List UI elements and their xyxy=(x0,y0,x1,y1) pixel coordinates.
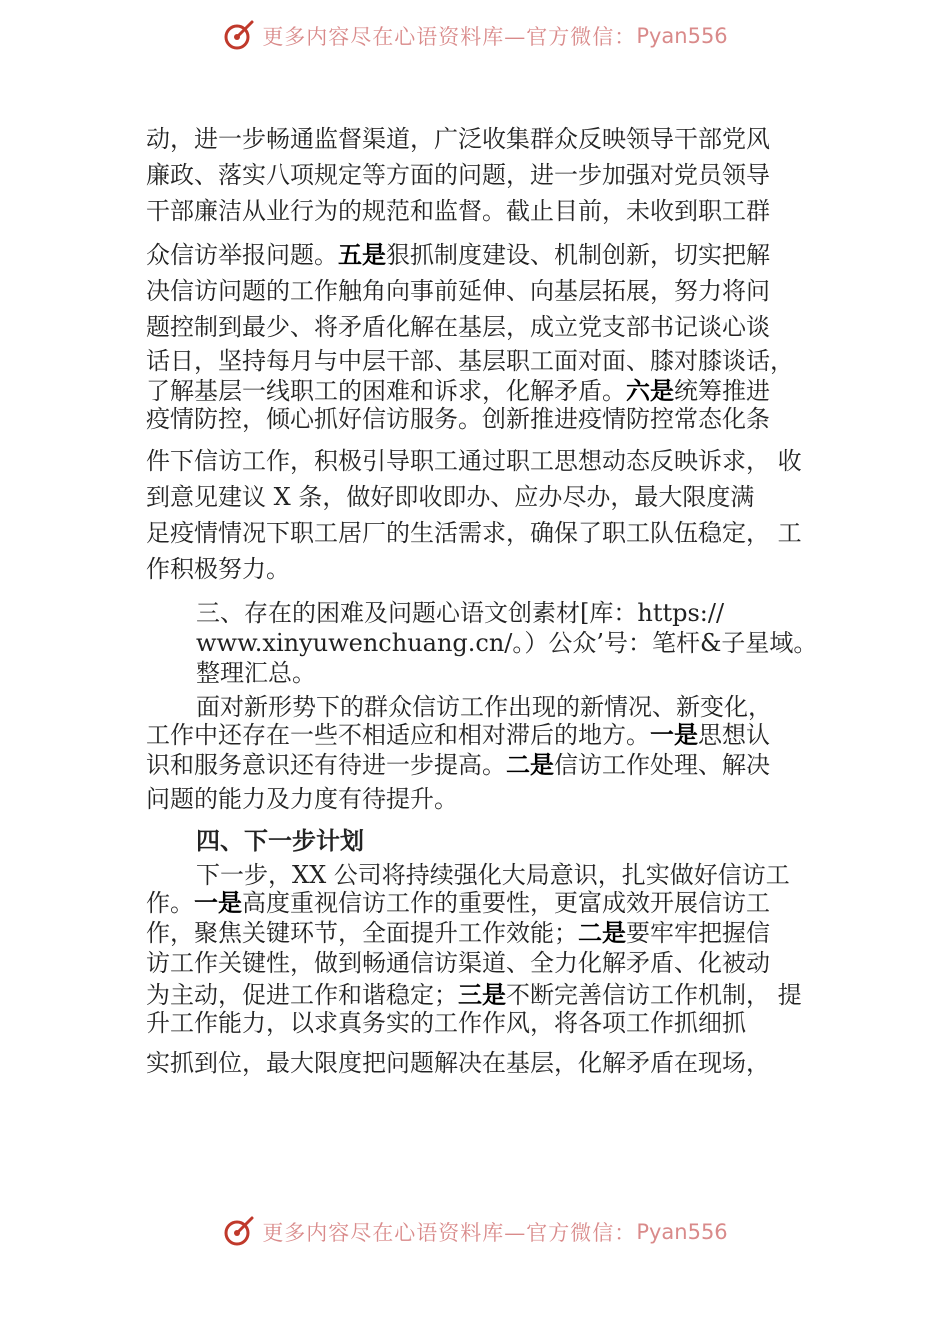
text-line xyxy=(146,888,770,918)
text-line xyxy=(146,1048,770,1078)
text-segment: 干部廉洁从业行为的规范和监督。截止目前，未收到职工群 xyxy=(146,197,770,225)
text-line xyxy=(196,658,316,688)
text-line xyxy=(146,784,458,814)
text-line xyxy=(146,482,754,512)
text-segment: 工作中还存在一些不相适应和相对滞后的地方。 xyxy=(146,721,650,749)
text-line xyxy=(146,376,770,406)
text-line xyxy=(146,446,802,476)
text-segment: 信访工作处理、解决 xyxy=(554,751,770,779)
text-line xyxy=(146,980,802,1010)
text-line xyxy=(146,1008,746,1038)
emphasis-label: 二是 xyxy=(506,751,554,779)
text-segment: 件下信访工作，积极引导职工通过职工思想动态反映诉求， 收 xyxy=(146,447,802,475)
text-segment: 话日，坚持每月与中层干部、基层职工面对面、膝对膝谈话， xyxy=(146,347,794,375)
emphasis-label: 二是 xyxy=(578,919,626,947)
text-segment: 访工作关键性，做到畅通信访渠道、全力化解矛盾、化被动 xyxy=(146,949,770,977)
text-segment: 整理汇总。 xyxy=(196,659,316,687)
text-line xyxy=(146,750,770,780)
text-segment: 众信访举报问题。 xyxy=(146,241,338,269)
text-segment: 到意见建议 X 条，做好即收即办、应办尽办，最大限度满 xyxy=(146,483,755,511)
text-segment: 要牢牢把握信 xyxy=(626,919,770,947)
text-line xyxy=(146,312,770,342)
emphasis-label: 一是 xyxy=(650,721,698,749)
text-line xyxy=(146,404,770,434)
banner-wechat-id: Pyan556 xyxy=(636,1220,728,1244)
text-line xyxy=(146,160,770,190)
text-segment: 作，聚焦关键环节，全面提升工作效能； xyxy=(146,919,578,947)
text-segment: 问题的能力及力度有待提升。 xyxy=(146,785,458,813)
text-segment: 作积极努力。 xyxy=(146,555,290,583)
brush-logo-icon xyxy=(222,1215,256,1249)
text-segment: 实抓到位，最大限度把问题解决在基层，化解矛盾在现场， xyxy=(146,1049,770,1077)
text-line xyxy=(146,124,770,154)
text-segment: 题控制到最少、将矛盾化解在基层，成立党支部书记谈心谈 xyxy=(146,313,770,341)
text-segment: 廉政、落实八项规定等方面的问题，进一步加强对党员领导 xyxy=(146,161,770,189)
text-line xyxy=(146,346,794,376)
text-segment: 面对新形势下的群众信访工作出现的新情况、新变化， xyxy=(196,693,772,721)
emphasis-label: 五是 xyxy=(338,241,386,269)
text-line xyxy=(146,196,770,226)
emphasis-label: 六是 xyxy=(626,377,674,405)
text-line xyxy=(146,948,770,978)
text-segment: 疫情防控，倾心抓好信访服务。创新推进疫情防控常态化条 xyxy=(146,405,770,433)
text-segment: 四、下一步计划 xyxy=(196,826,364,855)
text-line xyxy=(196,598,724,628)
text-segment: 升工作能力，以求真务实的工作作风，将各项工作抓细抓 xyxy=(146,1009,746,1037)
section-heading xyxy=(196,826,364,856)
text-segment: 思想认 xyxy=(698,721,770,749)
text-segment: 狠抓制度建设、机制创新，切实把解 xyxy=(386,241,770,269)
text-segment: 不断完善信访工作机制， 提 xyxy=(506,981,802,1009)
text-line xyxy=(146,720,770,750)
text-segment: 动，进一步畅通监督渠道，广泛收集群众反映领导干部党风 xyxy=(146,125,770,153)
text-line xyxy=(146,518,802,548)
text-segment: 足疫情情况下职工居厂的生活需求，确保了职工队伍稳定， 工 xyxy=(146,519,802,547)
emphasis-label: 一是 xyxy=(194,889,242,917)
banner-wechat-id: Pyan556 xyxy=(636,24,728,48)
text-segment: www.xinyuwenchuang.cn/。）公众’号：笔杆&子星域。 xyxy=(196,629,818,657)
text-line xyxy=(196,860,790,890)
text-segment: 三、存在的困难及问题心语文创素材[库：https:// xyxy=(196,599,725,627)
text-segment: 为主动，促进工作和谐稳定； xyxy=(146,981,458,1009)
text-segment: 作。 xyxy=(146,889,194,917)
text-segment: 高度重视信访工作的重要性，更富成效开展信访工 xyxy=(242,889,770,917)
footer-banner xyxy=(0,1210,950,1254)
text-segment: 统筹推进 xyxy=(674,377,770,405)
header-banner xyxy=(0,14,950,58)
text-line xyxy=(196,692,772,722)
text-segment: 下一步，XX 公司将持续强化大局意识，扎实做好信访工 xyxy=(196,861,790,889)
text-segment: 识和服务意识还有待进一步提高。 xyxy=(146,751,506,779)
text-line xyxy=(146,554,290,584)
brush-logo-icon xyxy=(222,19,256,53)
text-segment: 了解基层一线职工的困难和诉求，化解矛盾。 xyxy=(146,377,626,405)
text-line xyxy=(146,240,770,270)
text-segment: 决信访问题的工作触角向事前延伸、向基层拓展，努力将问 xyxy=(146,277,770,305)
emphasis-label: 三是 xyxy=(458,981,506,1009)
text-line xyxy=(196,628,817,658)
banner-text: 更多内容尽在心语资料库—官方微信： xyxy=(262,1221,637,1245)
banner-text: 更多内容尽在心语资料库—官方微信： xyxy=(262,25,637,49)
text-line xyxy=(146,918,770,948)
text-line xyxy=(146,276,770,306)
